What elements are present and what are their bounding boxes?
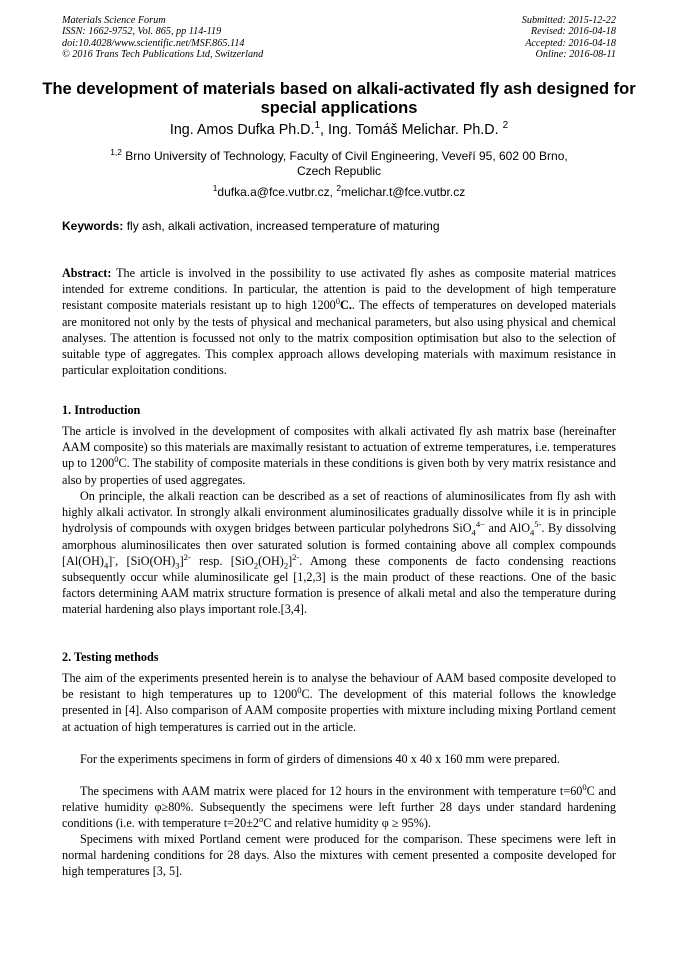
paper-title: The development of materials based on alkali-activated fly ash designed for special applications (42, 80, 636, 117)
keywords-label: Keywords: (62, 219, 124, 233)
author-separator: , (320, 122, 328, 138)
submitted-date: Submitted: 2015-12-22 (521, 15, 616, 26)
intro-paragraph-1: The article is involved in the development of composites with alkali activated fly ash matrix base (hereinafter AAM composite) so this materials are maximally resistant to actuation of extreme temperatures, i.e. temperatures up to 1200$^0$C. The stability of composite materials in these conditions is given both by very matrix resistance and also by properties of used aggregates. (62, 424, 616, 487)
email-list (0, 185, 678, 199)
affiliation-line-1: Brno University of Technology, Faculty of Civil Engineering, Veveří 95, 602 00 Brno, (121, 149, 568, 163)
email-1-mark: 1 (212, 183, 218, 193)
author-2-affil-mark: 2 (502, 120, 509, 132)
journal-metadata (62, 15, 263, 60)
publication-dates (522, 15, 616, 60)
testing-paragraph-2: For the experiments specimens in form of girders of dimensions 40 x 40 x 160 mm were prepared. (80, 752, 560, 766)
keywords (62, 219, 616, 234)
email-2-mark: 2 (336, 183, 341, 193)
author-2: Ing. Tomáš Melichar. Ph.D. (328, 122, 503, 138)
copyright-line: © 2016 Trans Tech Publications Ltd, Switzerland (62, 48, 264, 60)
author-1-affil-mark: 1 (314, 120, 321, 132)
online-date: Online: 2016-08-11 (535, 48, 616, 60)
email-2[interactable]: melichar.t@fce.vutbr.cz (341, 185, 466, 199)
testing-paragraph-1: The aim of the experiments presented herein is to analyse the behaviour of AAM based composite developed to be resistant to high temperatures up to 1200$^0$C. The development of this material follows the knowledge presented in [4]. Also comparison of AAM composite properties with mixture including mixing Portland cement at actuation of high temperatures is carried out in the article. (62, 671, 616, 734)
abstract-text-cont: . The effects of temperatures on developed materials are monitored not only by the tests of physical and mechanical parameters, but also using physical and chemical analyses. The attention is focussed not only to the matrix composition optimisation but also to the selection of suitable type of aggregates. This complex approach allows developing materials with maximum resistance in particular exploitation conditions. (62, 298, 617, 378)
email-1[interactable]: dufka.a@fce.vutbr.cz, (217, 185, 337, 199)
affiliation-mark: 1,2 (110, 147, 122, 157)
abstract-unit: C (340, 298, 349, 313)
doi-line: doi:10.4028/www.scientific.net/MSF.865.114 (62, 37, 245, 49)
abstract: Abstract: The article is involved in the possibility to use activated fly ashes as composite material matrices intended for extreme conditions. In particular, the attention is paid to the development of high temperature resistant composite materials resistant up to high 1200$^0$C.. The effects of temperatures on developed materials are monitored not only by the tests of physical and mechanical parameters, but also using physical and chemical analyses. The attention is focussed not only to the matrix composition optimisation but also to the selection of suitable type of aggregates. This complex approach allows developing materials with maximum resistance in particular exploitation conditions. (62, 266, 617, 378)
journal-name: Materials Science Forum (62, 15, 166, 26)
section-heading-testing-methods: 2. Testing methods (62, 650, 159, 664)
affiliation-line-2: Czech Republic (296, 163, 382, 178)
keywords-text: fly ash, alkali activation, increased temperature of maturing (123, 219, 440, 233)
revised-date: Revised: 2016-04-18 (530, 26, 616, 38)
affiliation (80, 149, 598, 178)
issn-line: ISSN: 1662-9752, Vol. 865, pp 114-119 (62, 26, 222, 38)
accepted-date: Accepted: 2016-04-18 (525, 37, 616, 49)
section-heading-introduction: 1. Introduction (62, 403, 141, 417)
degree-superscript: 0 (335, 296, 341, 307)
testing-paragraph-4: Specimens with mixed Portland cement were produced for the comparison. These specimens were left in normal hardening conditions for 28 days. Also the mixtures with cement presented a composite developed for high temperatures [3, 5]. (62, 832, 616, 879)
author-list (0, 122, 678, 139)
abstract-label: Abstract: (62, 266, 112, 280)
author-1: Ing. Amos Dufka Ph.D. (169, 122, 315, 138)
intro-paragraph-2: On principle, the alkali reaction can be described as a set of reactions of aluminosilicates from fly ash with highly alkali activator. In strongly alkali environment aluminosilicates gradually dissolve while it is in principle hydrolysis of compounds with oxygen bridges between particular polyhedrons SiO$_4^{4-}$ and AlO$_4^{5-}$. By dissolving amorphous aluminosilicates then over saturated solution is formed containing above all complex compounds $[Al(OH)_4]^-$, $[SiO(OH)_3]^{2-}$ resp. $[SiO_2(OH)_2]^{2-}$. Among these components de facto condensing reactions subsequently occur while aluminosilicate gel [1,2,3] is the main product of these reactions. One of the basic factors determining AAM matrix structure formation is presence of alkali metal and also the temperature during material hardening also plays important role.[3,4]. (62, 489, 617, 617)
testing-paragraph-3: The specimens with AAM matrix were placed for 12 hours in the environment with temperature $t=60^0C$ and relative humidity φ≥80%. Subsequently the specimens were left further 28 days under standard hardening conditions (i.e. with temperature $t=20\pm 2^oC$ and relative humidity φ ≥ 95%). (62, 781, 616, 831)
abstract-text: The article is involved in the possibility to use activated fly ashes as composite material matrices intended for extreme conditions. In particular, the attention is paid to the development of high temperature resistant composite materials resistant up to high 1200 (62, 266, 616, 313)
